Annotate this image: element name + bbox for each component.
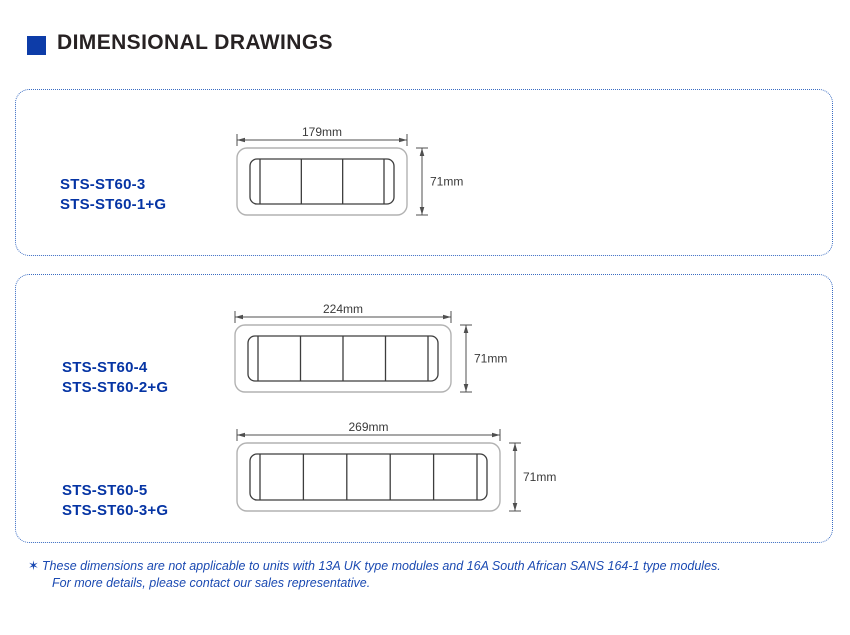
arrowhead-right-icon [492,433,500,438]
asterisk-icon: ✶ [28,558,39,573]
model-name: STS-ST60-1+G [60,196,167,213]
arrowhead-right-icon [443,315,451,320]
arrowhead-down-icon [464,384,469,392]
arrowhead-left-icon [237,138,245,143]
footnote-line2: For more details, please contact our sales representative. [52,576,371,590]
section-title: DIMENSIONAL DRAWINGS [57,31,333,54]
model-name: STS-ST60-5 [62,482,148,499]
arrowhead-up-icon [420,148,425,156]
model-label-group-3 [62,481,168,521]
footnote [28,558,721,592]
model-label-group-1 [60,175,166,215]
footnote-line1: These dimensions are not applicable to units with 13A UK type modules and 16A South African SANS 164-1 type modules. [41,559,721,573]
model-label-group-2 [62,358,168,398]
model-name: STS-ST60-3 [60,176,146,193]
arrowhead-right-icon [399,138,407,143]
arrowhead-up-icon [513,443,518,451]
drawing-anchor-3 [236,415,563,522]
width-dimension-label: 269mm [348,420,389,434]
arrowhead-left-icon [235,315,243,320]
model-name: STS-ST60-3+G [62,502,169,519]
arrowhead-up-icon [464,325,469,333]
dimensional-drawing [236,120,470,221]
arrowhead-down-icon [420,207,425,215]
dimensional-drawing [234,297,514,398]
width-dimension-label: 179mm [301,125,343,139]
section-bullet-icon [27,36,46,55]
model-name: STS-ST60-4 [62,359,148,376]
arrowhead-left-icon [237,433,245,438]
height-dimension-label: 71mm [474,351,508,366]
drawing-anchor-1 [236,120,470,226]
arrowhead-down-icon [513,503,518,511]
width-dimension-label: 224mm [322,302,364,316]
drawing-anchor-2 [234,297,514,403]
faceplate-outline [237,443,500,511]
faceplate-outline [237,148,407,215]
height-dimension-label: 71mm [430,174,464,189]
height-dimension-label: 71mm [523,470,557,484]
dimensional-drawing [236,415,563,517]
model-name: STS-ST60-2+G [62,379,169,396]
